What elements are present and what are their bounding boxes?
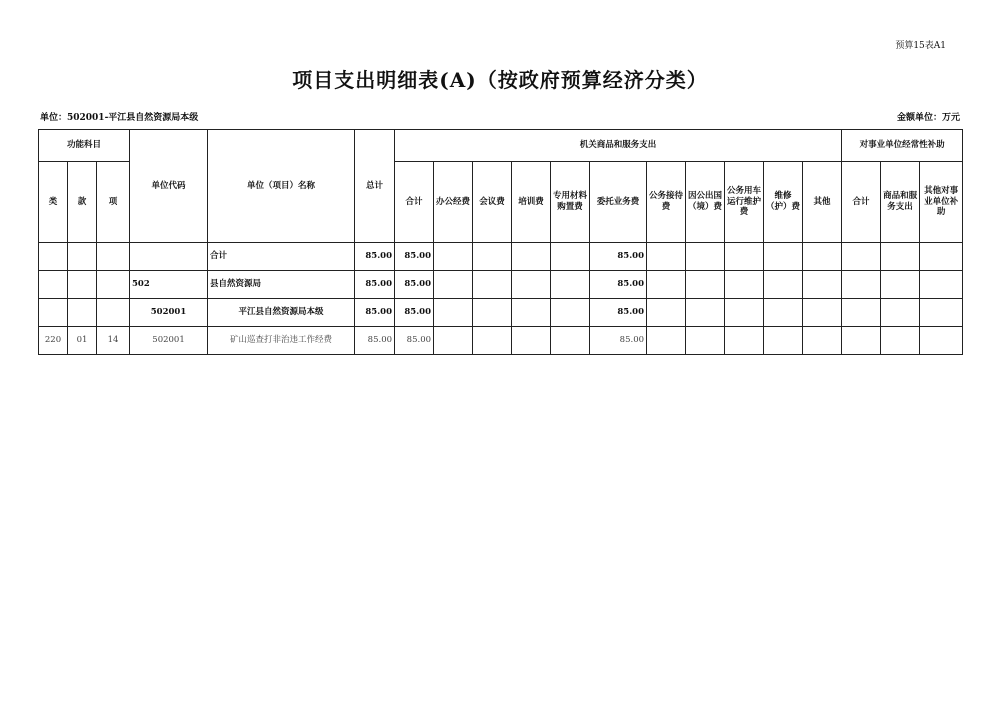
cell-xiang xyxy=(97,299,130,327)
table-row xyxy=(39,243,963,271)
cell-code: 502001 xyxy=(130,327,208,355)
header-unit-code: 单位代码 xyxy=(130,130,208,243)
cell-total: 85.00 xyxy=(355,243,395,271)
table-row xyxy=(39,327,963,355)
cell-entrust: 85.00 xyxy=(590,243,647,271)
cell-organ-total: 85.00 xyxy=(395,299,434,327)
table-row xyxy=(39,271,963,299)
header-office-fee: 办公经费 xyxy=(434,162,473,243)
header-organ-total: 合计 xyxy=(395,162,434,243)
header-xiang: 项 xyxy=(97,162,130,243)
cell-kuan xyxy=(68,271,97,299)
header-unit-name: 单位（项目）名称 xyxy=(208,130,355,243)
cell-entrust: 85.00 xyxy=(590,271,647,299)
cell-kuan xyxy=(68,243,97,271)
header-vehicle-fee: 公务用车运行维护费 xyxy=(725,162,764,243)
cell-lei: 220 xyxy=(39,327,68,355)
header-subsidy-total: 合计 xyxy=(842,162,881,243)
cell-entrust: 85.00 xyxy=(590,327,647,355)
header-kuan: 款 xyxy=(68,162,97,243)
cell-organ-total: 85.00 xyxy=(395,271,434,299)
cell-name: 矿山巡查打非治违工作经费 xyxy=(208,327,355,355)
cell-name: 平江县自然资源局本级 xyxy=(208,299,355,327)
cell-kuan: 01 xyxy=(68,327,97,355)
header-subsidy-group: 对事业单位经常性补助 xyxy=(842,130,963,162)
header-organ-group: 机关商品和服务支出 xyxy=(395,130,842,162)
cell-code: 502001 xyxy=(130,299,208,327)
header-abroad-fee: 因公出国（境）费 xyxy=(686,162,725,243)
budget-table xyxy=(38,129,963,355)
unit-label: 单位：502001-平江县自然资源局本级 xyxy=(40,113,199,123)
cell-entrust: 85.00 xyxy=(590,299,647,327)
header-subsidy-goods: 商品和服务支出 xyxy=(881,162,920,243)
cell-name: 合计 xyxy=(208,243,355,271)
cell-lei xyxy=(39,243,68,271)
header-reception-fee: 公务接待费 xyxy=(647,162,686,243)
header-func-subject: 功能科目 xyxy=(39,130,130,162)
cell-code: 502 xyxy=(130,271,208,299)
header-total: 总计 xyxy=(355,130,395,243)
header-other-fee: 其他 xyxy=(803,162,842,243)
page-title: 项目支出明细表(A)（按政府预算经济分类） xyxy=(292,68,708,92)
cell-total: 85.00 xyxy=(355,271,395,299)
header-repair-fee: 维修（护）费 xyxy=(764,162,803,243)
header-entrust-fee: 委托业务费 xyxy=(590,162,647,243)
cell-organ-total: 85.00 xyxy=(395,327,434,355)
cell-code xyxy=(130,243,208,271)
cell-name: 县自然资源局 xyxy=(208,271,355,299)
cell-organ-total: 85.00 xyxy=(395,243,434,271)
header-lei: 类 xyxy=(39,162,68,243)
cell-kuan xyxy=(68,299,97,327)
cell-total: 85.00 xyxy=(355,327,395,355)
header-material-fee: 专用材料购置费 xyxy=(551,162,590,243)
cell-lei xyxy=(39,271,68,299)
cell-xiang xyxy=(97,243,130,271)
table-row xyxy=(39,299,963,327)
header-subsidy-other: 其他对事业单位补助 xyxy=(920,162,963,243)
cell-xiang: 14 xyxy=(97,327,130,355)
table-number-label: 预算15表A1 xyxy=(895,41,946,51)
header-training-fee: 培训费 xyxy=(512,162,551,243)
cell-total: 85.00 xyxy=(355,299,395,327)
cell-lei xyxy=(39,299,68,327)
header-meeting-fee: 会议费 xyxy=(473,162,512,243)
cell-xiang xyxy=(97,271,130,299)
amount-unit-label: 金额单位：万元 xyxy=(896,113,960,123)
